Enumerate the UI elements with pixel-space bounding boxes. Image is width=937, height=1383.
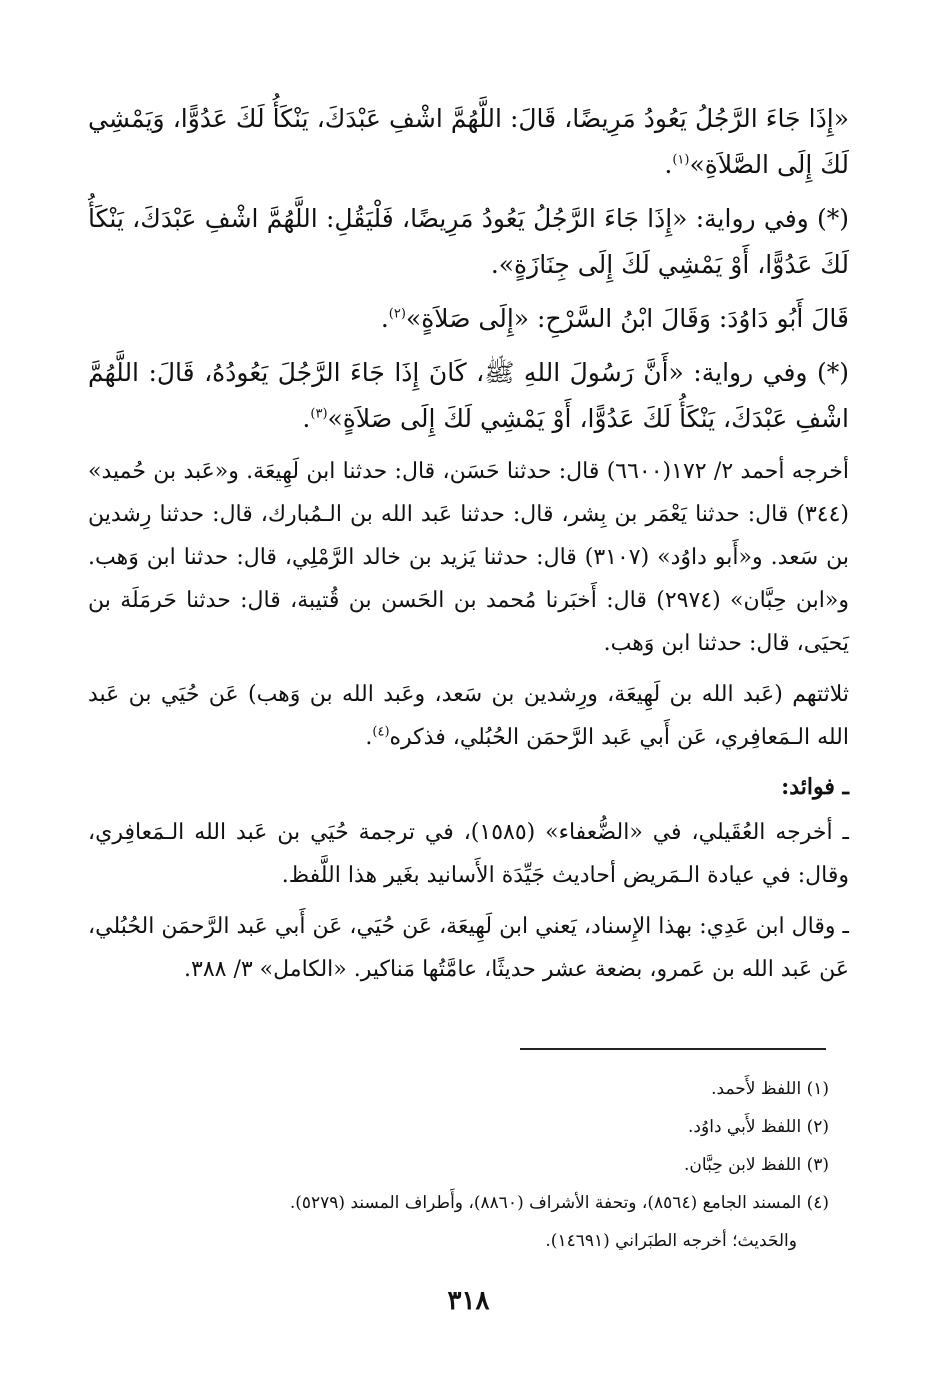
footnote-2: (٢) اللفظ لأَبي داوُد. xyxy=(688,1117,829,1137)
footnote-ref-4: (٤) xyxy=(372,724,390,740)
footnote-1: (١) اللفظ لأَحمد. xyxy=(711,1079,829,1099)
fawaid-item-2: ـ وقال ابن عَدِي: بهذا الإِسناد، يَعني ابن لَهِيعَة، عَن حُيَي، عَن أَبي عَبد الرَّحمَن الحُبُلي، عَن عَبد الله بن عَمرو، بضعة عشر حديثًا، عامَّتُها مَناكير. «الكامل» ٣/ ٣٨٨. xyxy=(88,914,849,982)
fawaid-heading: ـ فوائد: xyxy=(781,774,849,800)
footnote-3: (٣) اللفظ لابن حِبَّان. xyxy=(684,1155,829,1175)
footnote-4-continued: والحَديث؛ أخرجه الطبَراني (١٤٦٩١). xyxy=(545,1231,797,1251)
hadith-main: «إِذَا جَاءَ الرَّجُلُ يَعُودُ مَرِيضًا، قَالَ: اللَّهُمَّ اشْفِ عَبْدَكَ، يَنْكَأُ لَكَ عَدُوًّا، وَيَمْشِي لَكَ إِلَى الصَّلاَةِ»$^{(١)}$. xyxy=(88,104,849,179)
hadith-variant-2: (*) وفي رواية: «أَنَّ رَسُولَ اللهِ ﷺ، كَانَ إِذَا جَاءَ الرَّجُلَ يَعُودُهُ، قَالَ: اللَّهُمَّ اشْفِ عَبْدَكَ، يَنْكَأُ لَكَ عَدُوًّا، أَوْ يَمْشِي لَكَ إِلَى صَلاَةٍ»$^{(٣)}$. xyxy=(88,358,849,433)
takhrij-paragraph: أخرجه أحمد ٢/ ١٧٢(٦٦٠٠) قال: حدثنا حَسَن، قال: حدثنا ابن لَهِيعَة. و«عَبد بن حُميد» (٣٤٤) قال: حدثنا يَعْمَر بن بِشر، قال: حدثنا عَبد الله بن الـمُبارك، قال: حدثنا رِشدين بن سَعد. و«أَبو داوُد» (٣١٠٧) قال: حدثنا يَزيد بن خالد الرَّمْلِي، قال: حدثنا ابن وَهب. و«ابن حِبَّان» (٢٩٧٤) قال: أَخبَرنا مُحمد بن الحَسن بن قُتيبة، قال: حدثنا حَرمَلَة بن يَحيَى، قال: حدثنا ابن وَهب. xyxy=(88,459,849,656)
footnote-4: (٤) المسند الجامع (٨٥٦٤)، وتحفة الأشراف (٨٨٦٠)، وأَطراف المسند (٥٢٧٩). xyxy=(289,1193,829,1213)
isnad-paragraph: ثلاثتهم (عَبد الله بن لَهِيعَة، ورِشدين بن سَعد، وعَبد الله بن وَهب) عَن حُيَي بن عَبد الله الـمَعافِري، عَن أَبي عَبد الرَّحمَن الحُبُلي، فذكره$^{(٤)}$. xyxy=(88,682,849,750)
abudawud-note: قَالَ أَبُو دَاوُدَ: وَقَالَ ابْنُ السَّرْحِ: «إِلَى صَلاَةٍ»$^{(٢)}$. xyxy=(380,304,849,333)
hadith-variant-1: (*) وفي رواية: «إِذَا جَاءَ الرَّجُلُ يَعُودُ مَرِيضًا، فَلْيَقُلِ: اللَّهُمَّ اشْفِ عَبْدَكَ، يَنْكَأُ لَكَ عَدُوًّا، أَوْ يَمْشِي لَكَ إِلَى جِنَازَةٍ». xyxy=(88,204,849,279)
footnote-separator xyxy=(520,1048,826,1050)
page-number: ٣١٨ xyxy=(447,1286,490,1316)
footnote-ref-2: (٢) xyxy=(388,306,406,322)
footnote-ref-3: (٣) xyxy=(310,406,328,422)
footnotes xyxy=(88,1070,829,1260)
fawaid-item-1: ـ أخرجه العُقَيلي، في «الضُّعفاء» (١٥٨٥)، في ترجمة حُيَي بن عَبد الله الـمَعافِري، وقال: في عيادة الـمَريض أحاديث جَيِّدَة الأَسانيد بغَير هذا اللَّفظ. xyxy=(88,820,849,888)
page-body xyxy=(88,96,849,999)
footnote-ref-1: (١) xyxy=(672,152,690,168)
